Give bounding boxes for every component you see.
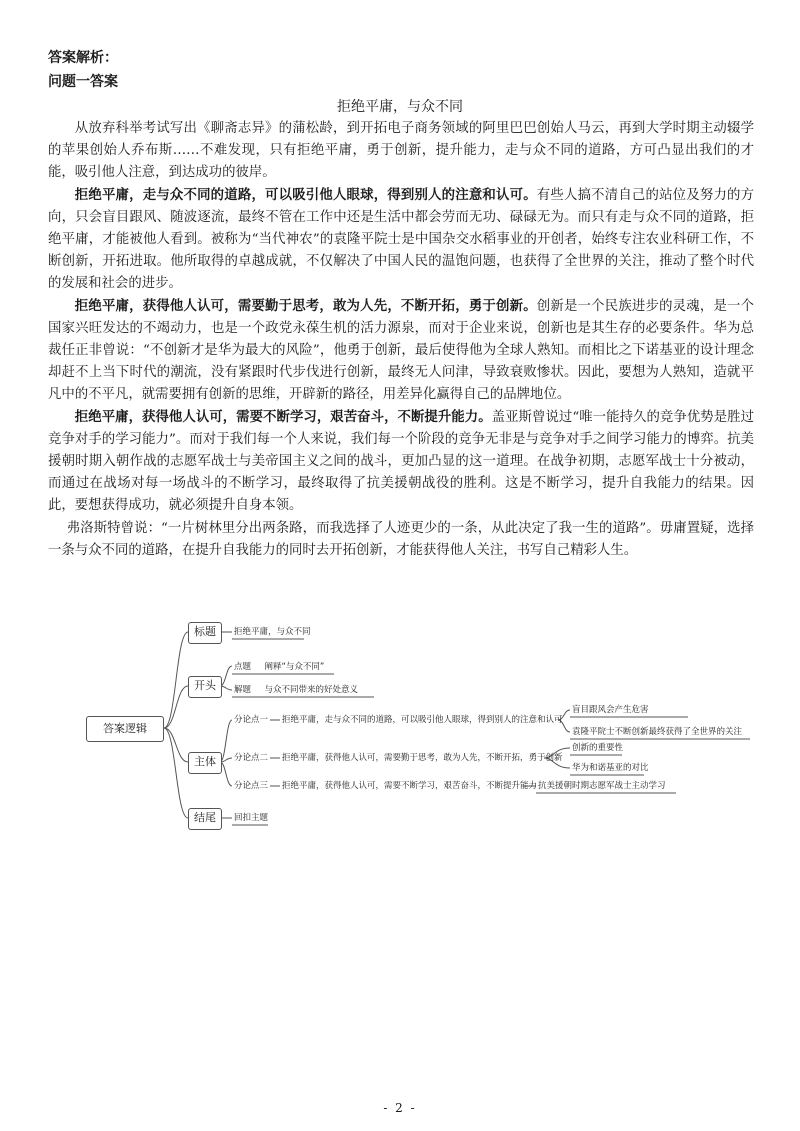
point-one-sub-two: 袁隆平院士不断创新最终获得了全世界的关注 xyxy=(572,727,743,737)
point-three-text: 盖亚斯曾说过“唯一能持久的竞争优势是胜过竞争对手的学习能力”。而对于我们每一个人来说，我们每一个阶段的竞争无非是与竞争对手之间学习能力的博弈。抗美援朝时期入朝作战的志愿军战士与美帝国主义之间的战斗，更加凸显的这一道理。在战争初期，志愿军战士十分被动，而通过在战场对每一场战斗的不断学习，最终取得了抗美援朝战役的胜利。这是不断学习，提升自我能力的结果。因此，要想获得成功，就必须提升自身本领。 xyxy=(48,409,754,514)
page-number: - 2 - xyxy=(383,1101,417,1115)
point-one-label: 分论点一 xyxy=(234,715,269,725)
essay-title: 拒绝平庸，与众不同 xyxy=(337,99,463,115)
mindmap-root-node: 答案逻辑 xyxy=(86,716,164,742)
point-one-sub-one: 盲目跟风会产生危害 xyxy=(572,705,649,715)
mindmap-body-node: 主体 xyxy=(188,752,222,774)
question-one-heading: 问题一答案 xyxy=(48,74,118,90)
answer-analysis-heading: 答案解析： xyxy=(48,50,118,66)
point-two-label: 分论点二 xyxy=(234,753,269,763)
point-one-text-leaf: 拒绝平庸，走与众不同的道路，可以吸引他人眼球，得到别人的注意和认可 xyxy=(282,715,563,725)
paragraph-conclusion: 弗洛斯特曾说：“一片树林里分出两条路，而我选择了人迹更少的一条，从此决定了我一生的道路”。毋庸置疑，选择一条与众不同的道路，在提升自我能力的同时去开拓创新，才能获得他人关注，书写自己精彩人生。 xyxy=(48,520,754,558)
point-three-text-leaf: 拒绝平庸，获得他人认可，需要不断学习，艰苦奋斗，不断提升能力 xyxy=(282,781,538,791)
point-two-sub-two: 华为和诺基亚的对比 xyxy=(572,763,649,773)
point-two-text-leaf: 拒绝平庸，获得他人认可，需要勤于思考，敢为人先，不断开拓，勇于创新 xyxy=(282,753,563,763)
mindmap-title-node: 标题 xyxy=(188,622,222,644)
point-three-sub-one: 抗美援朝时期志愿军战士主动学习 xyxy=(538,781,666,791)
essay-body xyxy=(48,118,754,562)
opening-leaf-explain: 解题 与众不同带来的好处意义 xyxy=(234,685,359,695)
ending-leaf: 回扣主题 xyxy=(234,813,269,823)
point-three-label: 分论点三 xyxy=(234,781,269,791)
title-leaf: 拒绝平庸，与众不同 xyxy=(234,627,311,637)
paragraph-point-one xyxy=(48,185,754,296)
point-two-sub-one: 创新的重要性 xyxy=(572,743,624,753)
point-two-text: 创新是一个民族进步的灵魂，是一个国家兴旺发达的不竭动力，也是一个政党永葆生机的活力源泉，而对于企业来说，创新也是其生存的必要条件。华为总裁任正非曾说：“不创新才是华为最大的风险”，他勇于创新，最后使得他为全球人熟知。而相比之下诺基亚的设计理念却赶不上当下时代的潮流，没有紧跟时代步伐进行创新，最终无人问津，导致衰败惨状。因此，要想为人熟知，造就平凡中的不平凡，就需要拥有创新的思维，开辟新的路径，用差异化赢得自己的品牌地位。 xyxy=(48,298,755,403)
mindmap-opening-node: 开头 xyxy=(188,676,222,698)
paragraph-intro: 从放弃科举考试写出《聊斋志异》的蒲松龄，到开拓电子商务领域的阿里巴巴创始人马云，再到大学时期主动辍学的苹果创始人乔布斯……不难发现，只有拒绝平庸，勇于创新，提升能力，走与众不同的道路，方可凸显出我们的才能，吸引他人注意，到达成功的彼岸。 xyxy=(48,121,754,181)
point-three-topic-sentence: 拒绝平庸，获得他人认可，需要不断学习，艰苦奋斗，不断提升能力。 xyxy=(74,409,492,425)
point-one-text: 有些人搞不清自己的站位及努力的方向，只会盲目跟风、随波逐流，最终不管在工作中还是生活中都会劳而无功、碌碌无为。而只有走与众不同的道路，拒绝平庸，才能被他人看到。被称为“当代神农”的袁隆平院士是中国杂交水稻事业的开创者，始终专注农业科研工作，不断创新，开拓进取。他所取得的卓越成就，不仅解决了中国人民的温饱问题，也获得了全世界的关注，推动了整个时代的发展和社会的进步。 xyxy=(48,187,755,292)
paragraph-point-three xyxy=(48,407,754,518)
point-two-topic-sentence: 拒绝平庸，获得他人认可，需要勤于思考，敢为人先，不断开拓，勇于创新。 xyxy=(74,298,537,314)
point-one-topic-sentence: 拒绝平庸，走与众不同的道路，可以吸引他人眼球，得到别人的注意和认可。 xyxy=(74,187,537,203)
mindmap-ending-node: 结尾 xyxy=(188,808,222,830)
opening-leaf-point: 点题 阐释“与众不同” xyxy=(234,662,325,672)
paragraph-point-two xyxy=(48,296,754,407)
answer-logic-mindmap xyxy=(84,610,764,850)
